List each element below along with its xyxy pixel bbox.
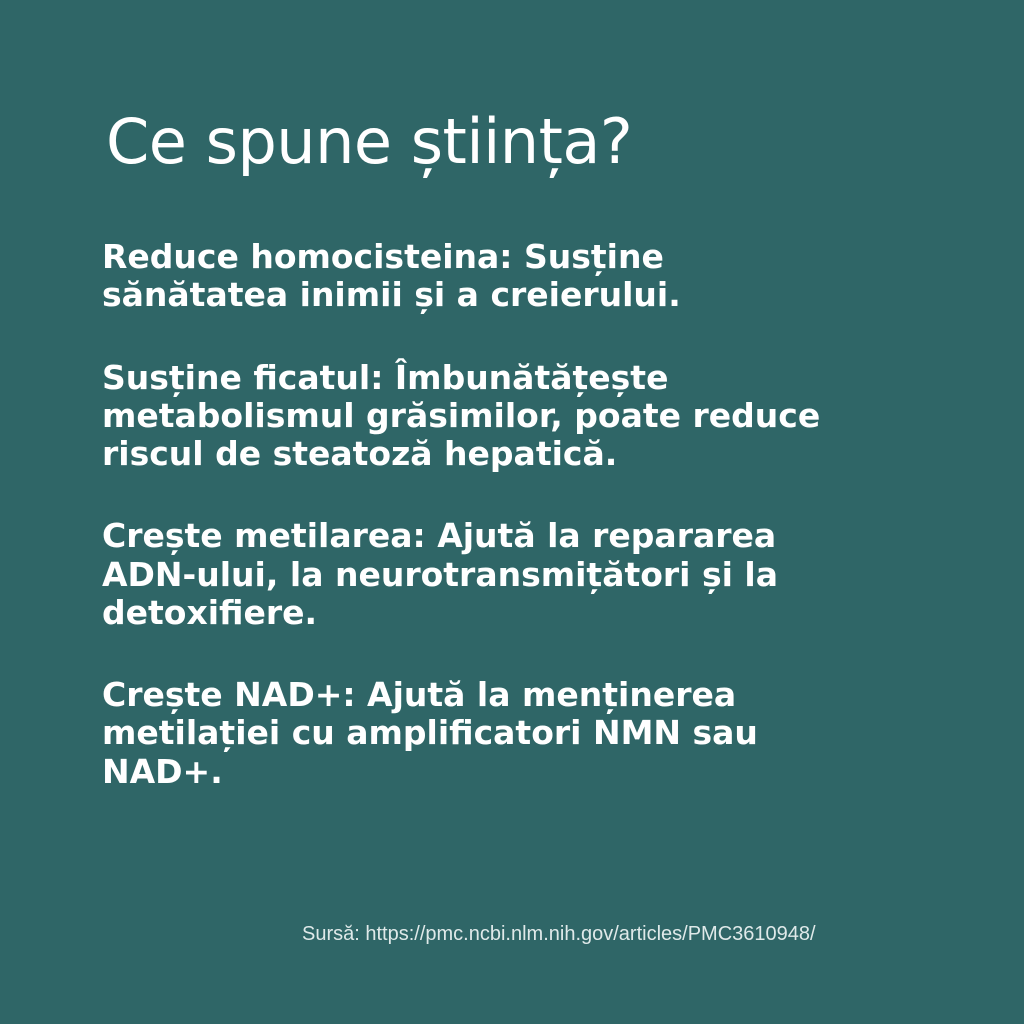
science-points bbox=[102, 238, 962, 835]
page-title: Ce spune știința? bbox=[106, 105, 633, 178]
source-citation: Sursă: https://pmc.ncbi.nlm.nih.gov/articles/PMC3610948/ bbox=[302, 923, 816, 945]
benefit-homocysteine: Reduce homocisteina: Susține sănătatea inimii și a creierului. bbox=[102, 237, 681, 315]
benefit-methylation: Crește metilarea: Ajută la repararea ADN-ului, la neurotransmițători și la detoxifiere. bbox=[102, 516, 779, 632]
benefit-nad: Crește NAD+: Ajută la menținerea metilației cu amplificatori NMN sau NAD+. bbox=[102, 675, 758, 791]
benefit-liver: Susține ficatul: Îmbunătățește metabolismul grăsimilor, poate reduce riscul de steatoză hepatică. bbox=[102, 357, 821, 474]
